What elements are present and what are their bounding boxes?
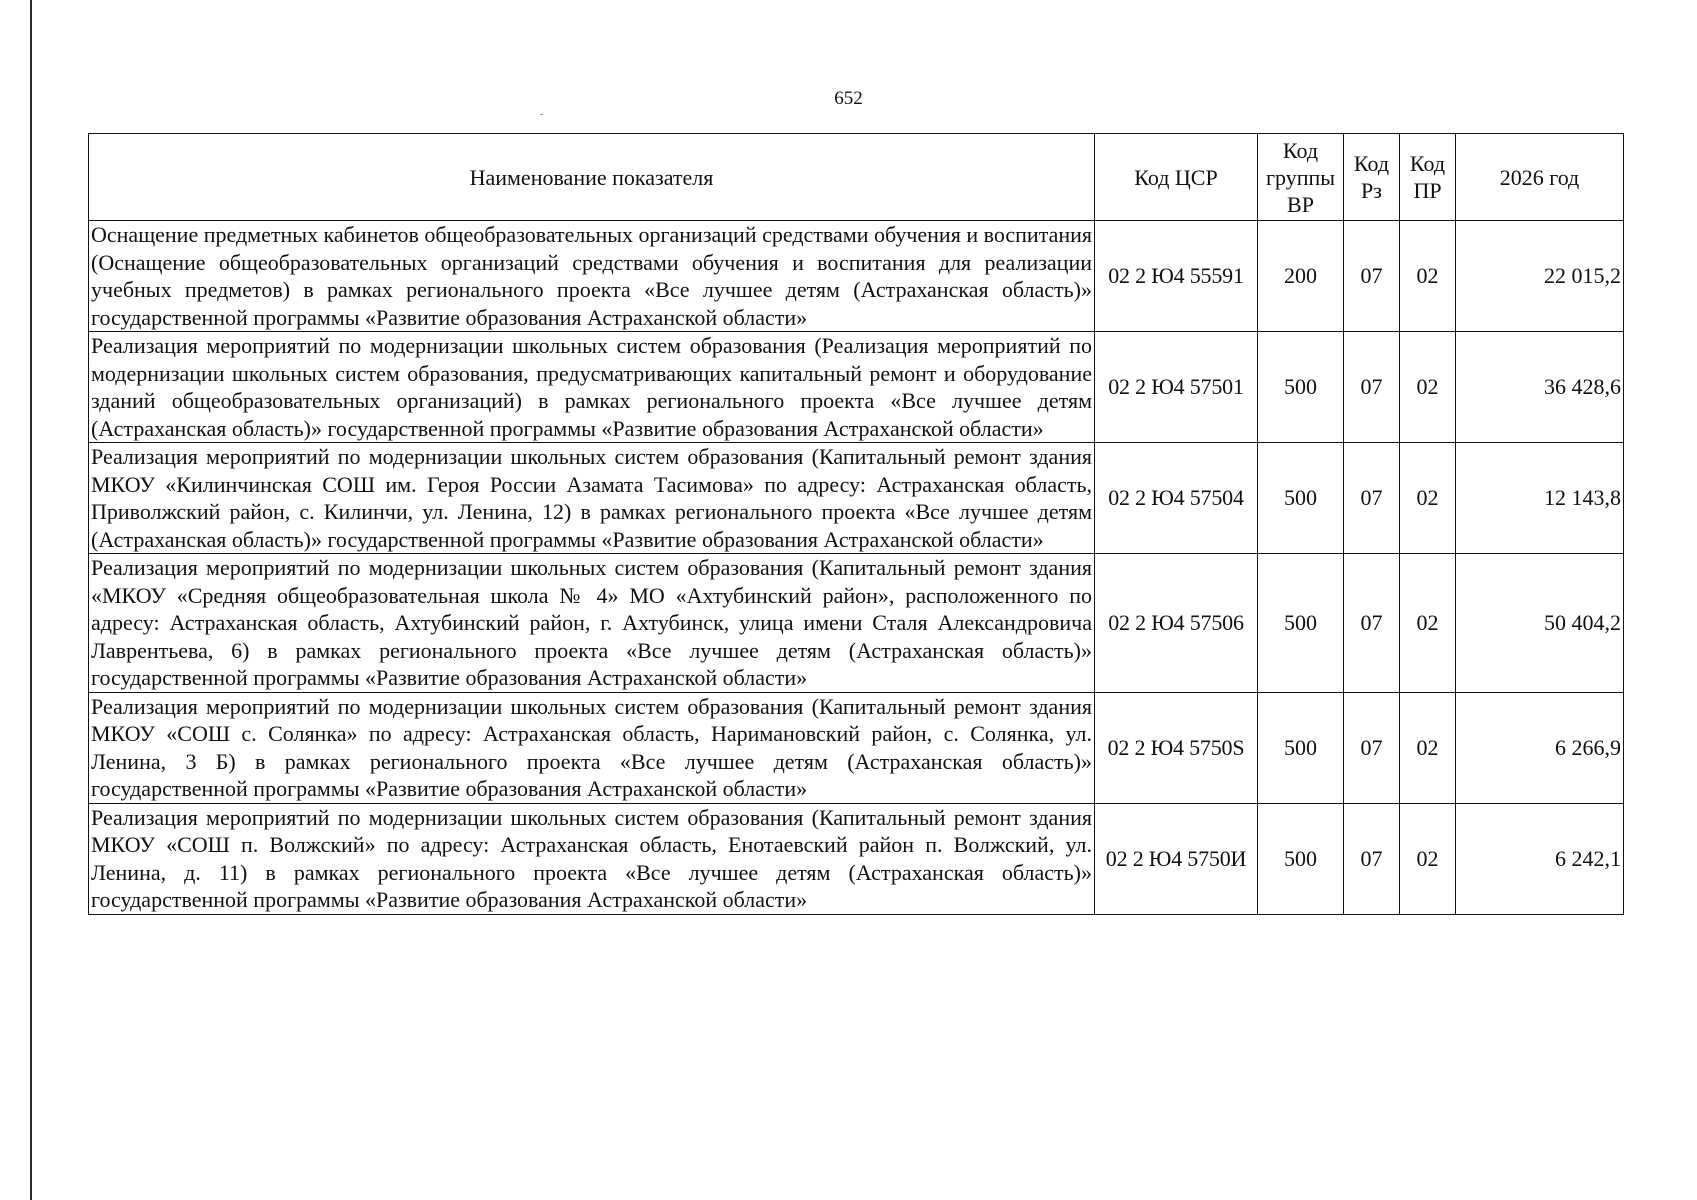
row-name: Реализация мероприятий по модернизации школьных систем образования (Капитальный ремонт здания МКОУ «СОШ п. Волжский» по адресу: Астраханская область, Енотаевский район п. Волжский, ул. Ленина, д. 11) в рамках регионального проекта «Все лучшее детям (Астраханская область)» государственной программы «Развитие образования Астраханской области» bbox=[89, 803, 1095, 914]
row-amount: 12 143,8 bbox=[1456, 443, 1624, 554]
row-pr: 02 bbox=[1400, 803, 1456, 914]
row-name: Оснащение предметных кабинетов общеобразовательных организаций средствами обучения и воспитания (Оснащение общеобразовательных организаций средствами обучения и воспитания для реализации учебных предметов) в рамках регионального проекта «Все лучшее детям (Астраханская область)» государственной программы «Развитие образования Астраханской области» bbox=[89, 221, 1095, 332]
row-pr: 02 bbox=[1400, 554, 1456, 693]
row-amount: 50 404,2 bbox=[1456, 554, 1624, 693]
header-row bbox=[89, 134, 1624, 221]
table-row bbox=[89, 443, 1624, 554]
row-vr: 500 bbox=[1258, 803, 1344, 914]
scan-artifact bbox=[540, 114, 543, 115]
header-name: Наименование показателя bbox=[89, 134, 1095, 221]
row-pr: 02 bbox=[1400, 443, 1456, 554]
binding-edge-line bbox=[30, 0, 32, 1200]
row-rz: 07 bbox=[1344, 443, 1400, 554]
table-row bbox=[89, 221, 1624, 332]
page-number: 652 bbox=[834, 88, 863, 109]
row-rz: 07 bbox=[1344, 803, 1400, 914]
header-csr: Код ЦСР bbox=[1095, 134, 1258, 221]
row-amount: 36 428,6 bbox=[1456, 332, 1624, 443]
row-amount: 6 266,9 bbox=[1456, 692, 1624, 803]
row-vr: 500 bbox=[1258, 692, 1344, 803]
row-amount: 6 242,1 bbox=[1456, 803, 1624, 914]
row-csr: 02 2 Ю4 57506 bbox=[1095, 554, 1258, 693]
row-name: Реализация мероприятий по модернизации школьных систем образования (Капитальный ремонт здания МКОУ «СОШ с. Солянка» по адресу: Астраханская область, Наримановский район, с. Солянка, ул. Ленина, 3 Б) в рамках регионального проекта «Все лучшее детям (Астраханская область)» государственной программы «Развитие образования Астраханской области» bbox=[89, 692, 1095, 803]
row-name: Реализация мероприятий по модернизации школьных систем образования (Капитальный ремонт здания МКОУ «Килинчинская СОШ им. Героя России Азамата Тасимова» по адресу: Астраханская область, Приволжский район, с. Килинчи, ул. Ленина, 12) в рамках регионального проекта «Все лучшее детям (Астраханская область)» государственной программы «Развитие образования Астраханской области» bbox=[89, 443, 1095, 554]
row-csr: 02 2 Ю4 55591 bbox=[1095, 221, 1258, 332]
row-vr: 500 bbox=[1258, 443, 1344, 554]
row-pr: 02 bbox=[1400, 332, 1456, 443]
row-amount: 22 015,2 bbox=[1456, 221, 1624, 332]
row-csr: 02 2 Ю4 5750S bbox=[1095, 692, 1258, 803]
row-pr: 02 bbox=[1400, 692, 1456, 803]
table-row bbox=[89, 692, 1624, 803]
row-vr: 500 bbox=[1258, 554, 1344, 693]
budget-table bbox=[88, 133, 1624, 915]
row-rz: 07 bbox=[1344, 221, 1400, 332]
header-vr: Код группы ВР bbox=[1258, 134, 1344, 221]
row-csr: 02 2 Ю4 5750И bbox=[1095, 803, 1258, 914]
header-rz: Код Рз bbox=[1344, 134, 1400, 221]
table-row bbox=[89, 554, 1624, 693]
row-rz: 07 bbox=[1344, 692, 1400, 803]
table-row bbox=[89, 803, 1624, 914]
row-vr: 200 bbox=[1258, 221, 1344, 332]
row-rz: 07 bbox=[1344, 554, 1400, 693]
table-row bbox=[89, 332, 1624, 443]
row-vr: 500 bbox=[1258, 332, 1344, 443]
row-csr: 02 2 Ю4 57501 bbox=[1095, 332, 1258, 443]
row-name: Реализация мероприятий по модернизации школьных систем образования (Капитальный ремонт здания «МКОУ «Средняя общеобразовательная школа № 4» МО «Ахтубинский район», расположенного по адресу: Астраханская область, Ахтубинский район, г. Ахтубинск, улица имени Сталя Александровича Лаврентьева, 6) в рамках регионального проекта «Все лучшее детям (Астраханская область)» государственной программы «Развитие образования Астраханской области» bbox=[89, 554, 1095, 693]
row-csr: 02 2 Ю4 57504 bbox=[1095, 443, 1258, 554]
row-rz: 07 bbox=[1344, 332, 1400, 443]
header-year: 2026 год bbox=[1456, 134, 1624, 221]
row-pr: 02 bbox=[1400, 221, 1456, 332]
header-pr: Код ПР bbox=[1400, 134, 1456, 221]
row-name: Реализация мероприятий по модернизации школьных систем образования (Реализация мероприятий по модернизации школьных систем образования, предусматривающих капитальный ремонт и оборудование зданий общеобразовательных организаций) в рамках регионального проекта «Все лучшее детям (Астраханская область)» государственной программы «Развитие образования Астраханской области» bbox=[89, 332, 1095, 443]
